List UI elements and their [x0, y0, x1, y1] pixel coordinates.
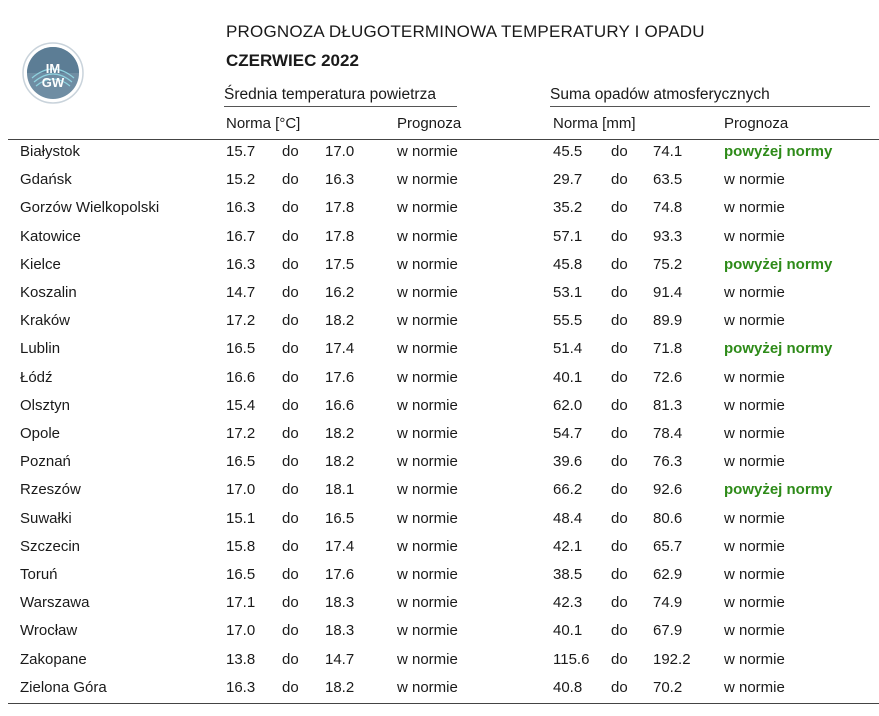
temp-norm-max: 18.2 [325, 453, 355, 471]
precip-forecast: w normie [724, 312, 785, 330]
temp-forecast: w normie [397, 368, 458, 386]
precip-range-separator: do [611, 650, 628, 668]
city-name: Gorzów Wielkopolski [20, 199, 160, 217]
precip-forecast: w normie [724, 396, 785, 414]
precip-range-separator: do [611, 678, 628, 696]
city-name: Suwałki [20, 509, 72, 527]
imgw-logo [22, 42, 84, 104]
city-name: Kraków [20, 312, 71, 330]
precip-forecast: w normie [724, 171, 785, 189]
page-subtitle: CZERWIEC 2022 [226, 51, 359, 70]
precip-forecast: powyżej normy [724, 481, 833, 499]
city-name: Białystok [20, 143, 81, 160]
temp-norm-max: 18.2 [325, 678, 355, 696]
precip-norm-min: 62.0 [553, 396, 583, 414]
temp-forecast: w normie [397, 199, 458, 217]
precip-norm-min: 54.7 [553, 425, 583, 442]
precip-norm-min: 45.5 [553, 143, 583, 160]
temp-forecast: w normie [397, 143, 458, 160]
precip-range-separator: do [611, 199, 628, 217]
table-row [0, 143, 879, 171]
section-temperature: Średnia temperatura powietrza [224, 86, 457, 107]
temp-forecast: w normie [397, 453, 458, 471]
precip-range-separator: do [611, 284, 628, 301]
precip-norm-min: 48.4 [553, 509, 583, 527]
precip-forecast: w normie [724, 509, 785, 527]
temp-range-separator: do [282, 368, 299, 386]
precip-forecast: powyżej normy [724, 340, 833, 358]
precip-norm-max: 93.3 [653, 227, 683, 245]
precip-range-separator: do [611, 312, 628, 330]
temp-range-separator: do [282, 171, 299, 189]
temp-norm-max: 16.2 [325, 284, 355, 301]
precip-norm-max: 78.4 [653, 425, 683, 442]
table-row [0, 397, 879, 425]
temp-range-separator: do [282, 199, 299, 217]
precip-norm-max: 76.3 [653, 453, 683, 471]
table-row [0, 594, 879, 622]
precip-norm-max: 75.2 [653, 255, 683, 273]
precip-forecast: w normie [724, 566, 785, 583]
temp-forecast: w normie [397, 622, 458, 640]
temp-forecast: w normie [397, 396, 458, 414]
temp-range-separator: do [282, 509, 299, 527]
precip-norm-min: 40.1 [553, 622, 583, 640]
precip-norm-max: 74.8 [653, 199, 683, 217]
city-name: Poznań [20, 453, 71, 471]
table-row [0, 171, 879, 199]
temp-norm-max: 17.6 [325, 566, 355, 583]
precip-norm-min: 39.6 [553, 453, 583, 471]
precip-norm-max: 81.3 [653, 396, 683, 414]
table-row [0, 453, 879, 481]
precip-forecast: w normie [724, 622, 785, 640]
precip-norm-max: 74.9 [653, 594, 683, 612]
precip-forecast: w normie [724, 678, 785, 696]
precip-norm-min: 115.6 [553, 650, 590, 668]
table-row [0, 340, 879, 368]
temp-range-separator: do [282, 622, 299, 640]
temp-norm-min: 16.3 [226, 678, 256, 696]
temp-norm-min: 15.8 [226, 537, 256, 555]
city-name: Lublin [20, 340, 61, 358]
temp-range-separator: do [282, 566, 299, 583]
precip-range-separator: do [611, 396, 628, 414]
precip-forecast: w normie [724, 284, 785, 301]
temp-range-separator: do [282, 594, 299, 612]
temp-range-separator: do [282, 312, 299, 330]
city-name: Gdańsk [20, 171, 72, 189]
precip-norm-max: 67.9 [653, 622, 683, 640]
table-row [0, 425, 879, 453]
svg-text:IM: IM [45, 61, 61, 76]
table-top-rule [8, 139, 879, 140]
temp-range-separator: do [282, 396, 299, 414]
temp-forecast: w normie [397, 284, 458, 301]
precip-norm-max: 72.6 [653, 368, 683, 386]
city-name: Toruń [20, 566, 58, 583]
table-row [0, 566, 879, 594]
precip-norm-max: 74.1 [653, 143, 683, 160]
temp-norm-max: 16.3 [325, 171, 355, 189]
temp-forecast: w normie [397, 227, 458, 245]
table-row [0, 228, 879, 256]
temp-range-separator: do [282, 425, 299, 442]
temp-forecast: w normie [397, 566, 458, 583]
precip-norm-max: 65.7 [653, 537, 683, 555]
temp-norm-min: 14.7 [226, 284, 256, 301]
precip-forecast: w normie [724, 227, 785, 245]
precip-norm-max: 92.6 [653, 481, 683, 499]
precip-norm-min: 53.1 [553, 284, 583, 301]
precip-forecast: w normie [724, 650, 785, 668]
temp-norm-min: 16.6 [226, 368, 256, 386]
temp-norm-min: 15.1 [226, 509, 256, 527]
city-name: Warszawa [20, 594, 90, 612]
temp-forecast: w normie [397, 537, 458, 555]
temp-range-separator: do [282, 340, 299, 358]
temp-forecast: w normie [397, 340, 458, 358]
temp-norm-max: 17.0 [325, 143, 355, 160]
page-title: PROGNOZA DŁUGOTERMINOWA TEMPERATURY I OPADU [226, 22, 705, 41]
temp-norm-min: 17.0 [226, 622, 256, 640]
precip-norm-min: 35.2 [553, 199, 583, 217]
temp-norm-max: 17.8 [325, 227, 355, 245]
precip-range-separator: do [611, 143, 628, 160]
table-row [0, 651, 879, 679]
temp-norm-min: 17.2 [226, 425, 256, 442]
precip-norm-max: 62.9 [653, 566, 683, 583]
table-row [0, 256, 879, 284]
temp-norm-min: 16.5 [226, 340, 256, 358]
precip-norm-min: 57.1 [553, 227, 583, 245]
precip-range-separator: do [611, 368, 628, 386]
precip-forecast: w normie [724, 594, 785, 612]
precip-range-separator: do [611, 227, 628, 245]
precip-norm-max: 89.9 [653, 312, 683, 330]
temp-norm-min: 16.5 [226, 453, 256, 471]
temp-forecast: w normie [397, 171, 458, 189]
precip-range-separator: do [611, 566, 628, 583]
temp-norm-min: 16.3 [226, 255, 256, 273]
precip-range-separator: do [611, 340, 628, 358]
temp-forecast: w normie [397, 509, 458, 527]
precip-norm-max: 192.2 [653, 650, 691, 668]
temp-norm-min: 17.0 [226, 481, 256, 499]
svg-text:GW: GW [41, 75, 65, 90]
temp-norm-max: 17.8 [325, 199, 355, 217]
temp-norm-max: 18.3 [325, 622, 355, 640]
temp-norm-min: 15.2 [226, 171, 256, 189]
table-row [0, 312, 879, 340]
temp-norm-min: 13.8 [226, 650, 256, 668]
section-precipitation: Suma opadów atmosferycznych [550, 86, 870, 107]
temp-range-separator: do [282, 481, 299, 499]
precip-range-separator: do [611, 255, 628, 273]
precip-range-separator: do [611, 537, 628, 555]
city-name: Opole [20, 425, 61, 442]
temp-forecast: w normie [397, 312, 458, 330]
column-temp-forecast: Prognoza [397, 115, 462, 132]
temp-norm-min: 16.5 [226, 566, 256, 583]
temp-norm-max: 18.2 [325, 425, 355, 442]
table-row [0, 369, 879, 397]
precip-norm-min: 29.7 [553, 171, 583, 189]
temp-norm-max: 17.6 [325, 368, 355, 386]
precip-norm-min: 40.8 [553, 678, 583, 696]
temp-range-separator: do [282, 227, 299, 245]
city-name: Rzeszów [20, 481, 81, 499]
temp-range-separator: do [282, 537, 299, 555]
precip-forecast: w normie [724, 199, 785, 217]
table-row [0, 538, 879, 566]
city-name: Koszalin [20, 284, 77, 301]
precip-norm-min: 42.1 [553, 537, 583, 555]
precip-norm-min: 38.5 [553, 566, 583, 583]
precip-range-separator: do [611, 622, 628, 640]
precip-forecast: w normie [724, 537, 785, 555]
temp-norm-max: 16.5 [325, 509, 355, 527]
temp-range-separator: do [282, 143, 299, 160]
precip-norm-min: 55.5 [553, 312, 583, 330]
table-row [0, 481, 879, 509]
temp-range-separator: do [282, 650, 299, 668]
precip-norm-min: 42.3 [553, 594, 583, 612]
temp-norm-min: 16.7 [226, 227, 256, 245]
city-name: Szczecin [20, 537, 81, 555]
temp-norm-min: 17.1 [226, 594, 256, 612]
city-name: Olsztyn [20, 396, 71, 414]
temp-norm-max: 17.4 [325, 537, 355, 555]
temp-norm-max: 14.7 [325, 650, 355, 668]
precip-forecast: powyżej normy [724, 143, 833, 160]
column-precip-norm: Norma [mm] [553, 115, 636, 132]
temp-norm-max: 17.5 [325, 255, 355, 273]
temp-norm-min: 17.2 [226, 312, 256, 330]
precip-range-separator: do [611, 171, 628, 189]
precip-norm-min: 66.2 [553, 481, 583, 499]
precip-norm-min: 51.4 [553, 340, 583, 358]
precip-range-separator: do [611, 425, 628, 442]
precip-norm-max: 71.8 [653, 340, 683, 358]
table-row [0, 510, 879, 538]
temp-norm-max: 18.1 [325, 481, 355, 499]
precip-range-separator: do [611, 509, 628, 527]
temp-norm-min: 15.4 [226, 396, 256, 414]
precip-norm-max: 91.4 [653, 284, 683, 301]
precip-range-separator: do [611, 481, 628, 499]
precip-forecast: w normie [724, 368, 785, 386]
temp-forecast: w normie [397, 255, 458, 273]
precip-forecast: w normie [724, 453, 785, 471]
column-temp-norm: Norma [°C] [226, 115, 301, 132]
precip-norm-max: 63.5 [653, 171, 683, 189]
precip-norm-max: 80.6 [653, 509, 683, 527]
temp-norm-max: 16.6 [325, 396, 355, 414]
city-name: Wrocław [20, 622, 78, 640]
table-row [0, 199, 879, 227]
city-name: Zakopane [20, 650, 87, 668]
precip-norm-min: 40.1 [553, 368, 583, 386]
precip-range-separator: do [611, 453, 628, 471]
city-name: Zielona Góra [20, 678, 107, 696]
temp-range-separator: do [282, 453, 299, 471]
temp-norm-min: 15.7 [226, 143, 256, 160]
temp-range-separator: do [282, 255, 299, 273]
table-bottom-rule [8, 703, 879, 704]
column-precip-forecast: Prognoza [724, 115, 789, 132]
precip-forecast: powyżej normy [724, 255, 833, 273]
table-row [0, 284, 879, 312]
temp-forecast: w normie [397, 678, 458, 696]
precip-norm-max: 70.2 [653, 678, 683, 696]
city-name: Łódź [20, 368, 53, 386]
city-name: Kielce [20, 255, 61, 273]
precip-norm-min: 45.8 [553, 255, 583, 273]
temp-forecast: w normie [397, 425, 458, 442]
table-row [0, 622, 879, 650]
temp-range-separator: do [282, 678, 299, 696]
temp-norm-max: 18.2 [325, 312, 355, 330]
temp-forecast: w normie [397, 481, 458, 499]
precip-forecast: w normie [724, 425, 785, 442]
temp-forecast: w normie [397, 594, 458, 612]
temp-norm-max: 18.3 [325, 594, 355, 612]
city-name: Katowice [20, 227, 81, 245]
precip-range-separator: do [611, 594, 628, 612]
temp-norm-max: 17.4 [325, 340, 355, 358]
temp-range-separator: do [282, 284, 299, 301]
temp-forecast: w normie [397, 650, 458, 668]
temp-norm-min: 16.3 [226, 199, 256, 217]
